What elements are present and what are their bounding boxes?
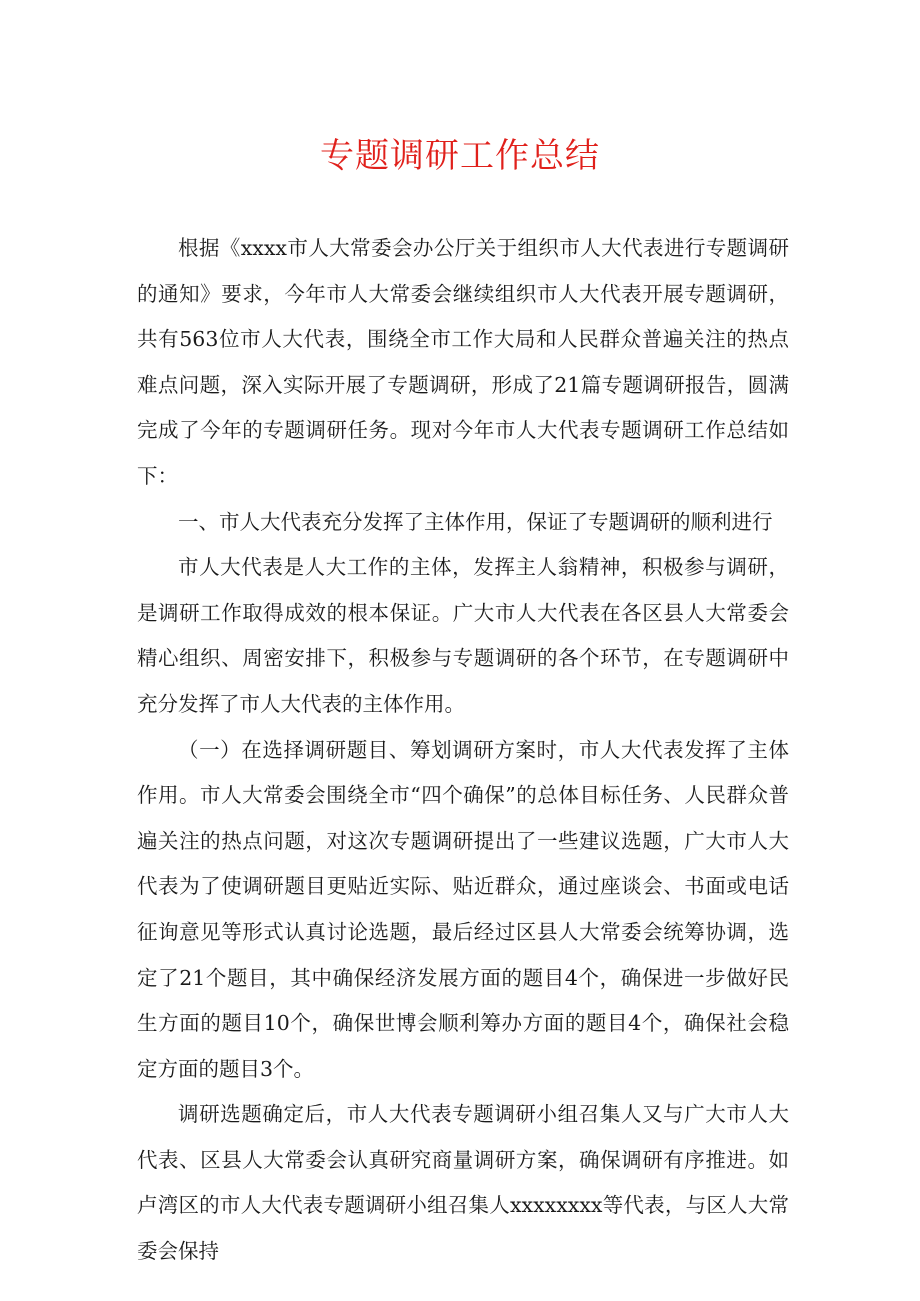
paragraph-intro: 根据《xxxx市人大常委会办公厅关于组织市人大代表进行专题调研的通知》要求，今年市人大常委会继续组织市人大代表开展专题调研，共有563位市人大代表，围绕全市工作大局和人民群众普遍关注的热点难点问题，深入实际开展了专题调研，形成了21篇专题调研报告，圆满完成了今年的专题调研任务。现对今年市人大代表专题调研工作总结如下：: [137, 236, 789, 488]
paragraph-plan: 调研选题确定后，市人大代表专题调研小组召集人又与广大市人大代表、区县人大常委会认真研究商量调研方案，确保调研有序推进。如卢湾区的市人大代表专题调研小组召集人xxxxxxxx等代表，与区人大常委会保持: [137, 1102, 789, 1264]
document-body: [137, 226, 789, 1275]
paragraph-section-1: 市人大代表是人大工作的主体，发挥主人翁精神，积极参与调研，是调研工作取得成效的根本保证。广大市人大代表在各区县人大常委会精心组织、周密安排下，积极参与专题调研的各个环节，在专题调研中充分发挥了市人大代表的主体作用。: [137, 555, 789, 716]
paragraph-subsection-1: （一）在选择调研题目、筹划调研方案时，市人大代表发挥了主体作用。市人大常委会围绕全市“四个确保”的总体目标任务、人民群众普遍关注的热点问题，对这次专题调研提出了一些建议选题，广大市人大代表为了使调研题目更贴近实际、贴近群众，通过座谈会、书面或电话征询意见等形式认真讨论选题，最后经过区县人大常委会统筹协调，选定了21个题目，其中确保经济发展方面的题目4个，确保进一步做好民生方面的题目10个，确保世博会顺利筹办方面的题目4个，确保社会稳定方面的题目3个。: [137, 737, 789, 1081]
section-heading-1: 一、市人大代表充分发挥了主体作用，保证了专题调研的顺利进行: [178, 509, 773, 534]
document-title: 专题调研工作总结: [320, 136, 600, 176]
